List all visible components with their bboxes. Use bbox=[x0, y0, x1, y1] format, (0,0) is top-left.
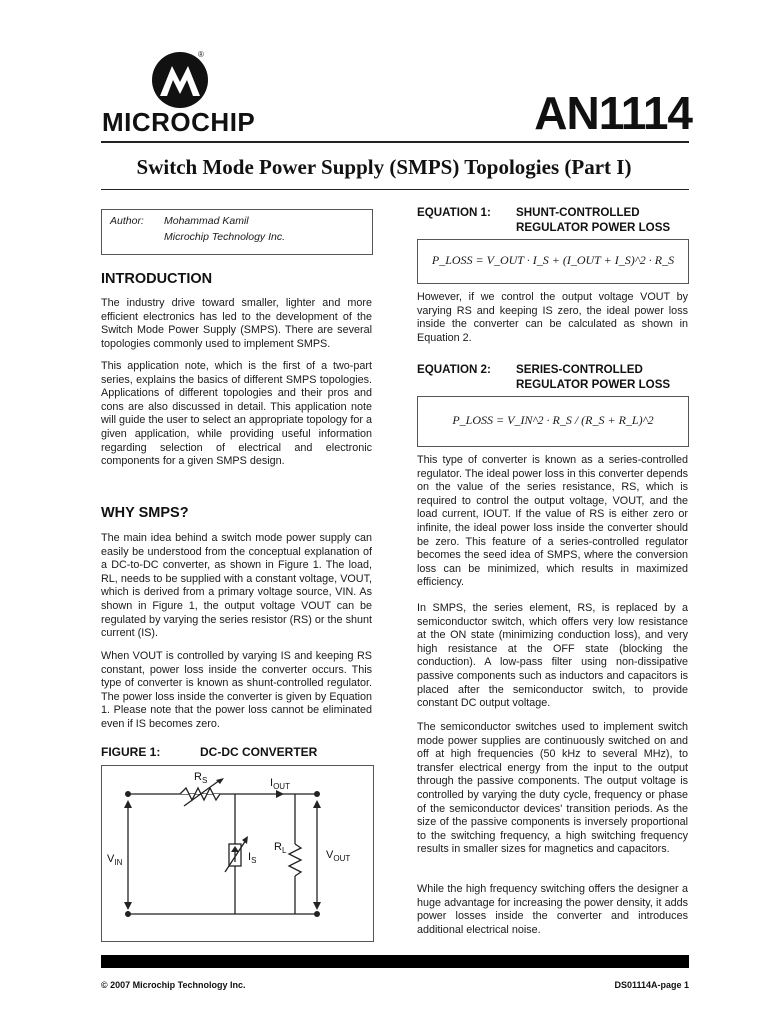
label-vin: $V_{IN}$ bbox=[107, 853, 123, 867]
figure-title: DC-DC CONVERTER bbox=[200, 745, 318, 759]
page-title: Switch Mode Power Supply (SMPS) Topologies (Part I) bbox=[136, 155, 632, 179]
switches-paragraph: The semiconductor switches used to implement switch mode power supplies are continuously switched on and off at high frequencies (50 kHz to several MHz), to transfer electrical energy from the input to the output through the passive components. The output voltage is controlled by varying the duty cycle, frequency or phase of the semiconductor devices' transition periods. As the size of the passive components is inversely proportional to the switching frequency, a high switching frequency results in smaller sizes for magnetics and capacitors. bbox=[417, 721, 688, 856]
series-paragraph: This type of converter is known as a series-controlled regulator. The ideal power loss in this converter depends on the value of the series resistance, RS, which is required to control the output voltage, VOUT, and the load current, IOUT. If the value of RS is either zero or infinite, the ideal power loss inside the converter should be zero. This feature of a series-controlled regulator becomes the seed idea of SMPS, where the conversion loss can be minimized, which results in maximized efficiency. bbox=[417, 454, 688, 589]
terminal-dot bbox=[125, 911, 131, 917]
high-frequency-paragraph: While the high frequency switching offers the designer a huge advantage for increasing the power density, it adds power losses inside the converter and introduces additional electrical noise. bbox=[417, 883, 688, 936]
microchip-logo-icon bbox=[150, 50, 210, 110]
label-iout: $I_{OUT}$ bbox=[270, 777, 290, 791]
equation-2-title-line1: SERIES-CONTROLLED bbox=[516, 363, 643, 376]
label-is: $I_S$ bbox=[248, 851, 257, 865]
equation-1-title-line2: REGULATOR POWER LOSS bbox=[516, 221, 671, 234]
author-name: Mohammad Kamil bbox=[164, 215, 249, 227]
title-rule bbox=[101, 189, 689, 190]
equation-2-title-line2: REGULATOR POWER LOSS bbox=[516, 378, 671, 391]
terminal-dot bbox=[314, 791, 320, 797]
equation-1-box bbox=[417, 239, 689, 284]
header-rule bbox=[101, 141, 689, 143]
registered-mark: ® bbox=[198, 50, 204, 59]
intro-paragraph-2: This application note, which is the first of a two-part series, explains the basics of different SMPS topologies. Applications of different topologies and their pros and cons are also discussed in detail. This application note will guide the user to select an appropriate topology for a given application, while providing useful information regarding selection of electrical and electronic components for a given SMPS design. bbox=[101, 360, 372, 468]
introduction-heading: INTRODUCTION bbox=[101, 271, 213, 287]
footer-page-ref: DS01114A-page 1 bbox=[614, 980, 689, 990]
intro-paragraph-1: The industry drive toward smaller, lighter and more efficient electronics has led to the development of the Switch Mode Power Supply (SMPS). There are several topologies commonly used to implement SMPS. bbox=[101, 297, 372, 350]
equation-1-label: EQUATION 1: bbox=[417, 206, 491, 219]
microchip-logo bbox=[150, 50, 210, 110]
label-rl: $R_L$ bbox=[274, 841, 287, 855]
equation-1-title-line1: SHUNT-CONTROLLED bbox=[516, 206, 640, 219]
document-number: AN1114 bbox=[534, 87, 692, 139]
figure-1-box bbox=[101, 765, 374, 942]
author-box bbox=[101, 209, 373, 255]
author-label: Author: bbox=[110, 215, 144, 227]
label-rs: $R_S$ bbox=[194, 771, 208, 785]
equation-1-explanation: However, if we control the output voltage VOUT by varying RS and keeping IS zero, the ideal power loss inside the converter can be calculated as shown in Equation 2. bbox=[417, 291, 688, 344]
footer-bar bbox=[101, 955, 689, 968]
dc-dc-converter-diagram bbox=[102, 766, 373, 941]
why-paragraph-1: The main idea behind a switch mode power supply can easily be understood from the conceptual explanation of a DC-to-DC converter, as shown in Figure 1. The load, RL, needs to be supplied with a constant voltage, VOUT, which is derived from a primary voltage source, VIN. As shown in Figure 1, the output voltage VOUT can be regulated by varying the series resistor (RS) or the shunt current (IS). bbox=[101, 532, 372, 640]
figure-label: FIGURE 1: bbox=[101, 745, 161, 759]
equation-2-formula: P_LOSS = V_IN^2 · R_S / (R_S + R_L)^2 bbox=[452, 413, 654, 427]
smps-paragraph: In SMPS, the series element, RS, is replaced by a semiconductor switch, which offers very low resistance at the ON state (minimizing conduction loss), and very high resistance at the OFF state (blocking the conduction). A low-pass filter using non-dissipative passive components such as inductors and capacitors is placed after the semiconductor switch, to provide constant DC output voltage. bbox=[417, 602, 688, 710]
logo-text: MICROCHIP bbox=[102, 107, 256, 137]
why-smps-heading: WHY SMPS? bbox=[101, 505, 189, 521]
author-company: Microchip Technology Inc. bbox=[164, 231, 286, 243]
equation-2-box bbox=[417, 396, 689, 447]
equation-1-formula: P_LOSS = V_OUT · I_S + (I_OUT + I_S)^2 · R_S bbox=[431, 253, 675, 267]
footer-copyright: © 2007 Microchip Technology Inc. bbox=[101, 980, 246, 990]
label-vout: $V_{OUT}$ bbox=[326, 849, 351, 863]
terminal-dot bbox=[314, 911, 320, 917]
equation-2-label: EQUATION 2: bbox=[417, 363, 491, 376]
why-paragraph-2: When VOUT is controlled by varying IS and keeping RS constant, power loss inside the converter occurs. This type of converter is known as shunt-controlled regulator. The power loss inside the converter is given by Equation 1. Please note that the power loss cannot be eliminated even if IS becomes zero. bbox=[101, 650, 372, 730]
terminal-dot bbox=[125, 791, 131, 797]
